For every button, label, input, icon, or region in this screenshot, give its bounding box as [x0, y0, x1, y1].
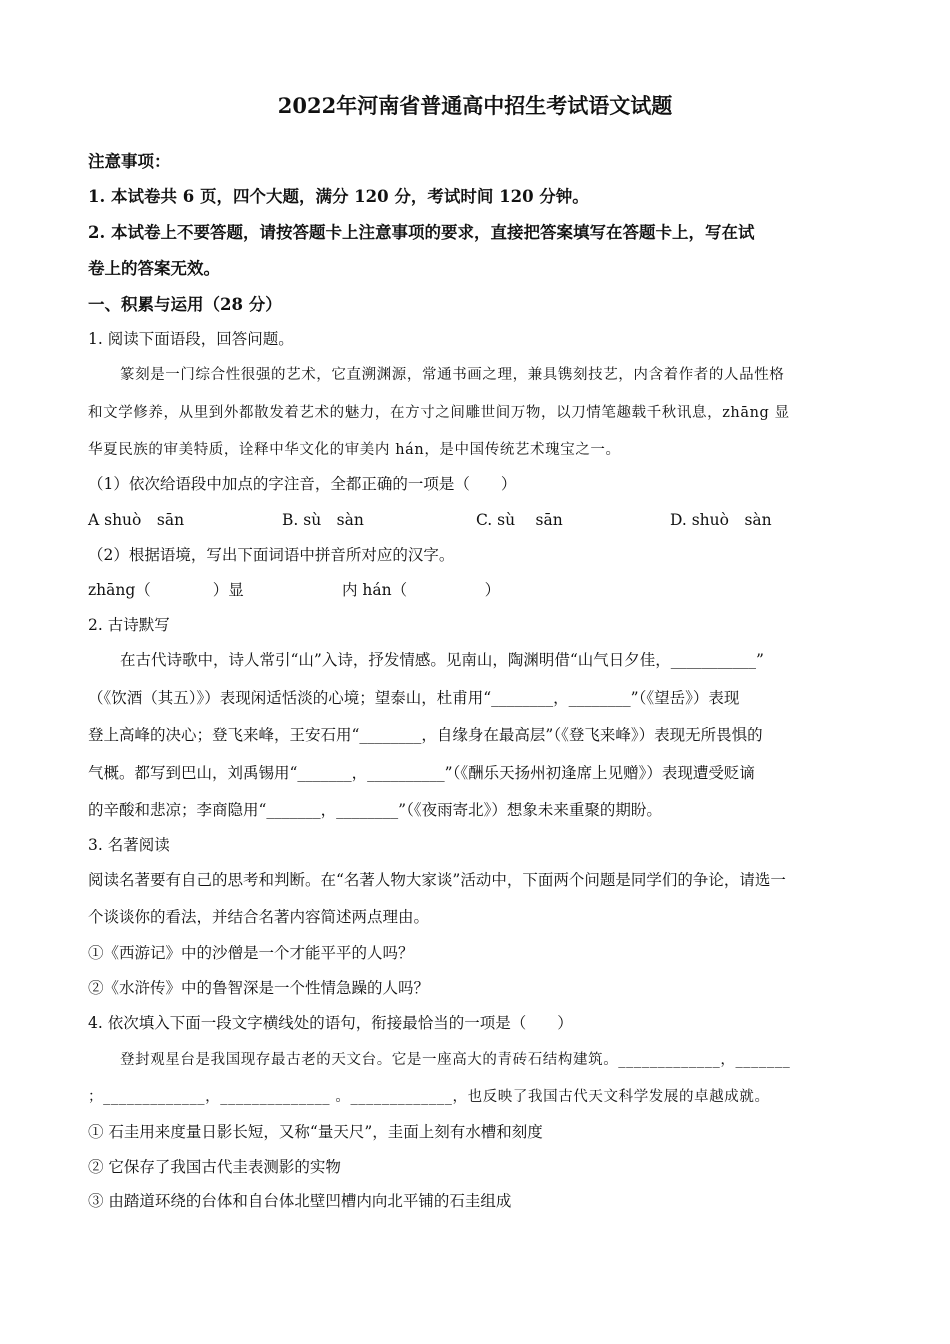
q1-option-c: C. sù sān	[476, 511, 563, 529]
q4-item-1: ① 石圭用来度量日影长短，又称“量天尺”，圭面上刻有水槽和刻度	[88, 1123, 543, 1141]
notice-item-2: 2. 本试卷上不要答题，请按答题卡上注意事项的要求，直接把答案填写在答题卡上，写在试	[88, 223, 755, 242]
q4-item-2: ② 它保存了我国古代圭表测影的实物	[88, 1158, 341, 1176]
q1-sub-question-2: （2）根据语境，写出下面词语中拼音所对应的汉字。	[88, 546, 455, 564]
q1-option-d: D. shuò sàn	[670, 511, 772, 529]
q1-fill-han: 内 hán（ ）	[342, 581, 501, 599]
q1-option-b: B. sù sàn	[282, 511, 364, 529]
notice-item-2-cont: 卷上的答案无效。	[88, 259, 220, 278]
q4-item-3: ③ 由踏道环绕的台体和自台体北壁凹槽内向北平铺的石圭组成	[88, 1192, 512, 1210]
q1-option-a: A shuò sān	[88, 511, 185, 529]
q1-fill-zhang: zhāng（ ）显	[88, 581, 244, 599]
q2-text-line: 登上高峰的决心；登飞来峰，王安石用“________，自缘身在最高层”（《登飞来峰》）表现无所畏惧的	[88, 726, 763, 744]
q4-passage-line: ；_____________，______________ 。_____________，也反映了我国古代天文科学发展的卓越成就。	[88, 1089, 770, 1105]
q2-text-line: （《饮酒（其五）》）表现闲适恬淡的心境；望泰山，杜甫用“________，________”（《望岳》）表现	[88, 689, 740, 707]
q2-text-line: 在古代诗歌中，诗人常引“山”入诗，抒发情感。见南山，陶渊明借“山气日夕佳，___________”	[120, 651, 764, 669]
q2-text-line: 的辛酸和悲凉；李商隐用“_______，________”（《夜雨寄北》）想象未来重聚的期盼。	[88, 801, 662, 819]
q1-stem: 1. 阅读下面语段，回答问题。	[88, 330, 294, 348]
q4-stem: 4. 依次填入下面一段文字横线处的语句，衔接最恰当的一项是（ ）	[88, 1014, 573, 1032]
q2-text-line: 气概。都写到巴山，刘禹锡用“_______，__________”（《酬乐天扬州初逢席上见赠》）表现遭受贬谪	[88, 764, 755, 782]
q1-passage-line: 和文学修养，从里到外都散发着艺术的魅力，在方寸之间雕世间万物，以刀情笔趣载千秋讯息，zhāng 显	[88, 405, 790, 421]
q2-stem: 2. 古诗默写	[88, 616, 170, 634]
q3-stem: 3. 名著阅读	[88, 836, 170, 854]
notice-heading: 注意事项：	[88, 152, 171, 171]
q3-text-line: 阅读名著要有自己的思考和判断。在“名著人物大家谈”活动中，下面两个问题是同学们的争论，请选一	[88, 871, 786, 889]
q4-passage-line: 登封观星台是我国现存最古老的天文台。它是一座高大的青砖石结构建筑。_____________，_______	[120, 1052, 791, 1068]
page-title: 2022年河南省普通高中招生考试语文试题	[277, 93, 673, 118]
q1-sub-question-1: （1）依次给语段中加点的字注音，全都正确的一项是（ ）	[88, 475, 517, 493]
q3-item-2: ②《水浒传》中的鲁智深是一个性情急躁的人吗？	[88, 979, 430, 997]
q3-item-1: ①《西游记》中的沙僧是一个才能平平的人吗？	[88, 944, 414, 962]
section-heading: 一、积累与运用（28 分）	[88, 295, 282, 314]
q3-text-line: 个谈谈你的看法，并结合名著内容简述两点理由。	[88, 908, 430, 926]
q1-passage-line: 华夏民族的审美特质，诠释中华文化的审美内 hán，是中国传统艺术瑰宝之一。	[88, 442, 621, 458]
notice-item-1: 1. 本试卷共 6 页，四个大题，满分 120 分，考试时间 120 分钟。	[88, 187, 589, 206]
q1-passage-line: 篆刻是一门综合性很强的艺术，它直溯渊源，常通书画之理，兼具镌刻技艺，内含着作者的人品性格	[120, 367, 785, 383]
